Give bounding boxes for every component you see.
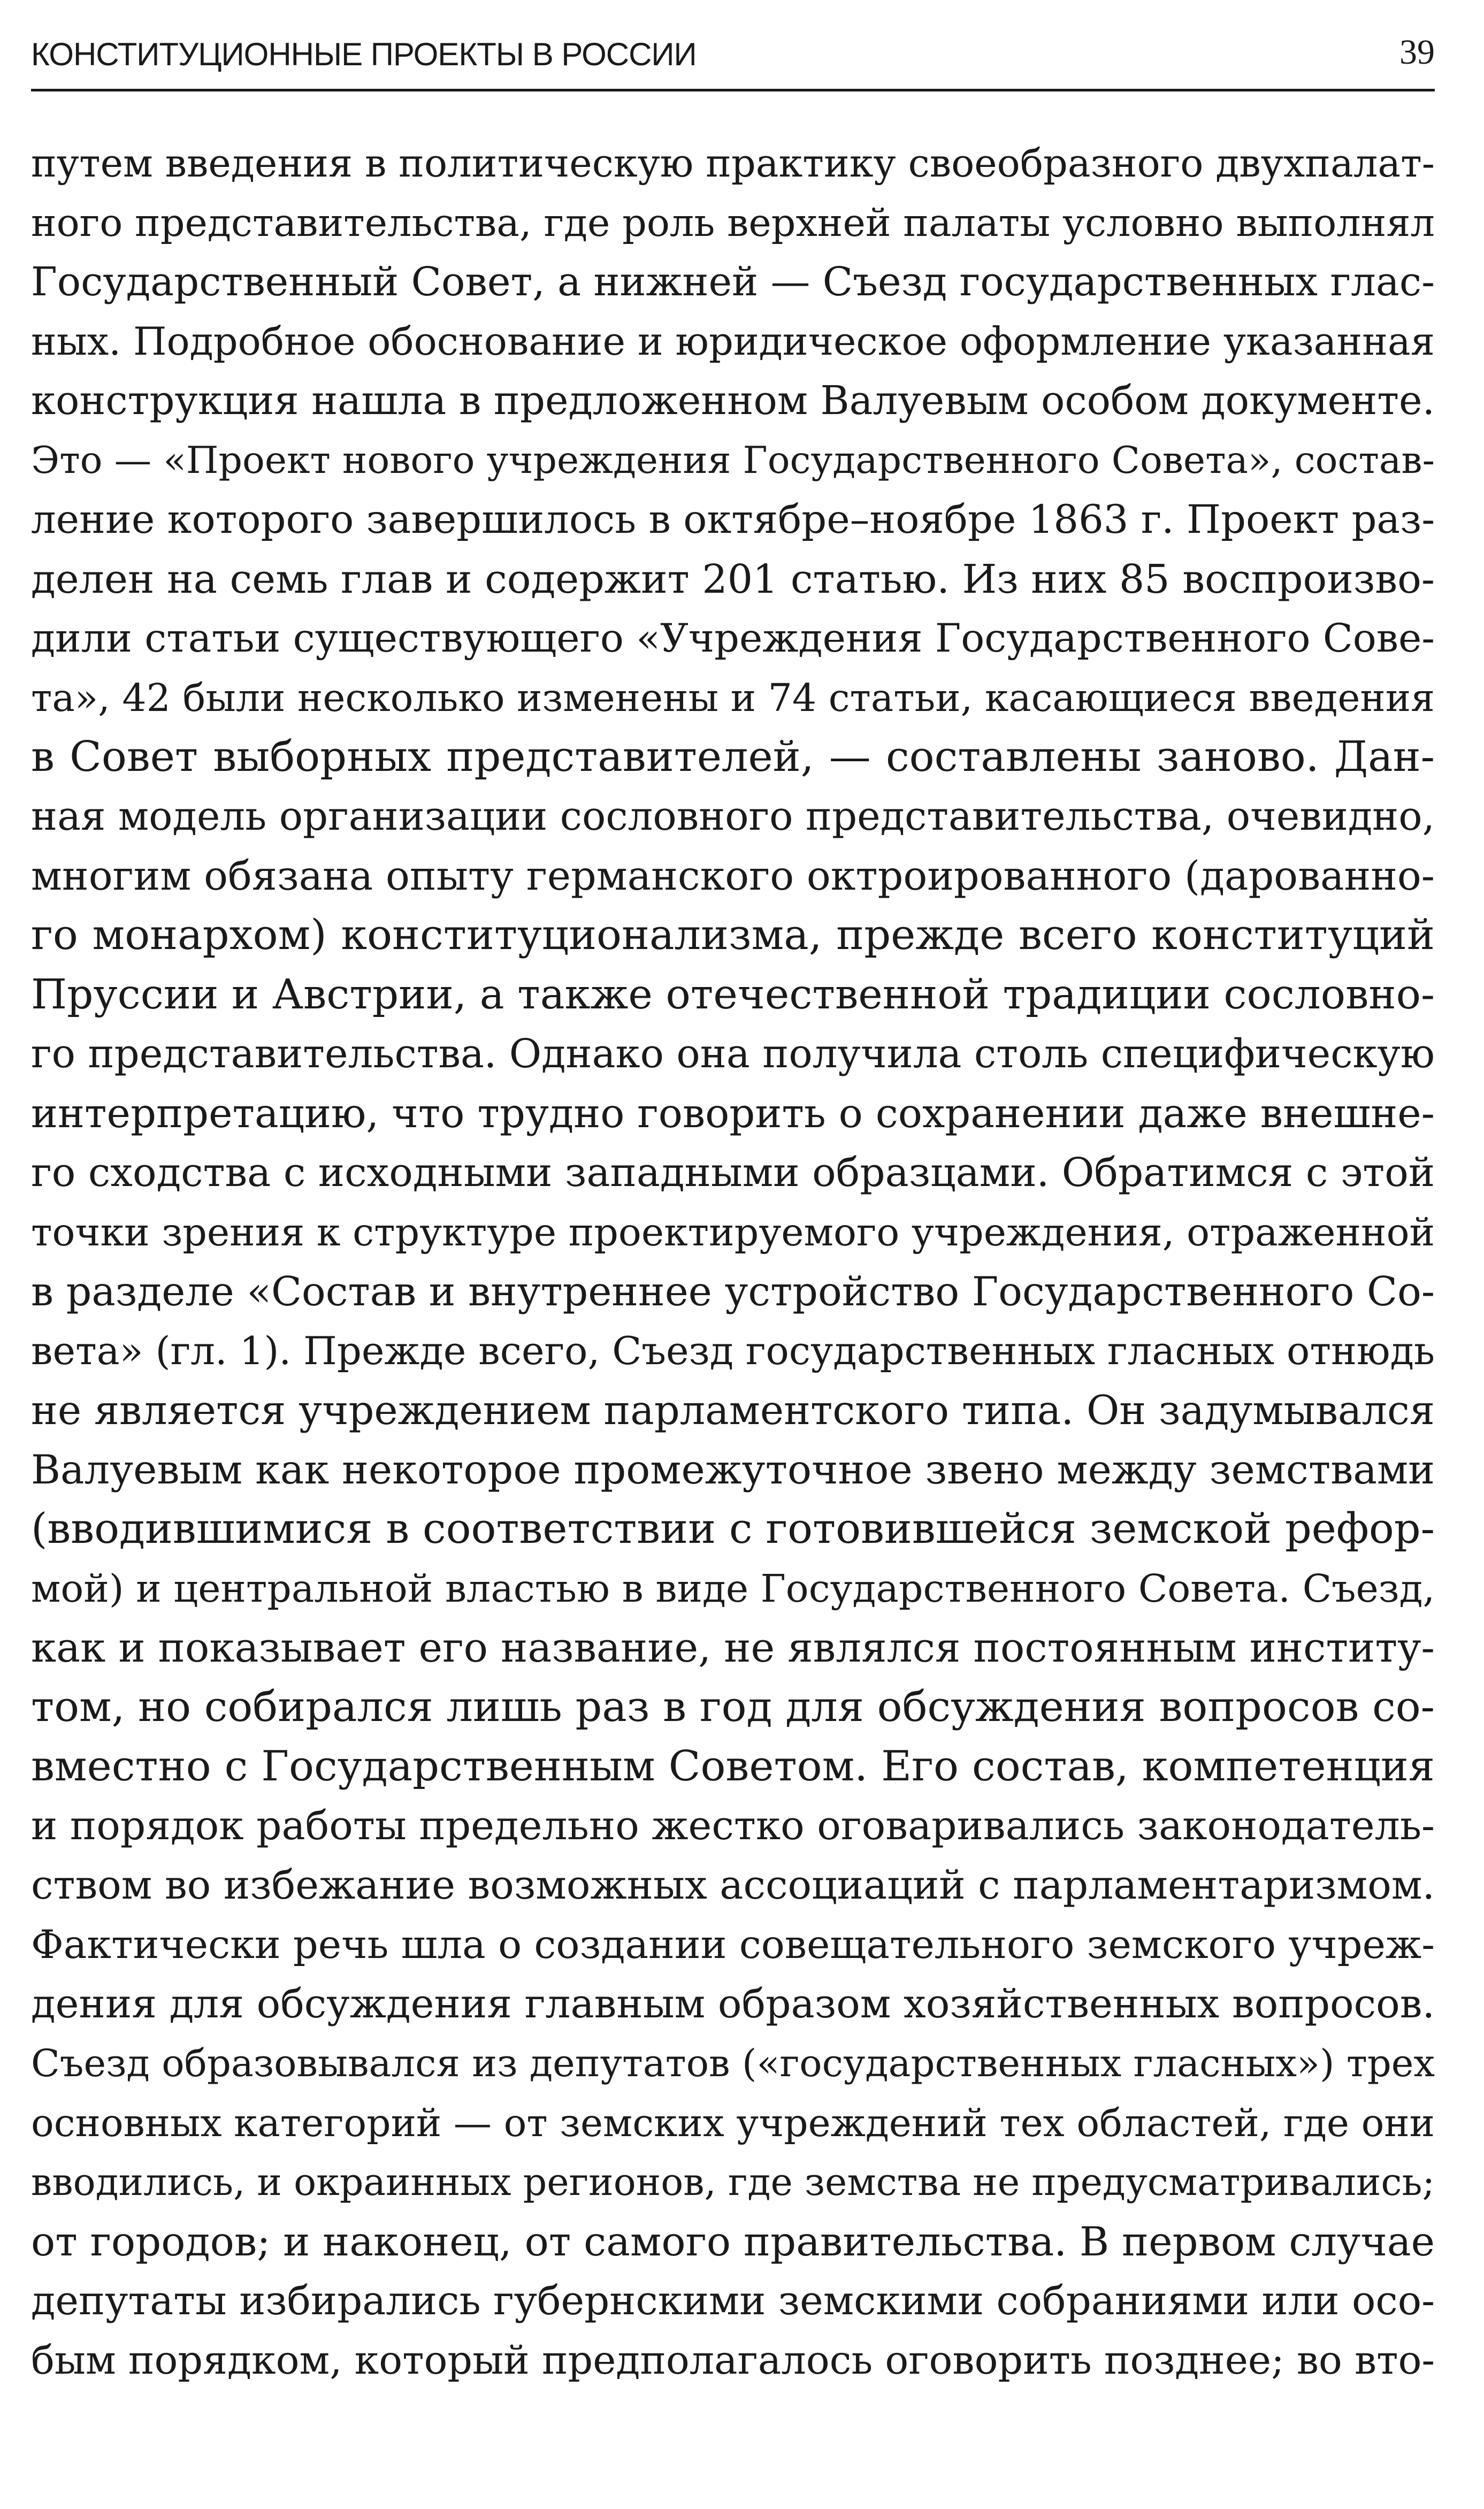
text-line: том, но собирался лишь раз в год для обсуждения вопросов со-	[31, 1683, 1435, 1731]
text-line: в разделе «Состав и внутреннее устройство Государственного Со-	[31, 1268, 1435, 1315]
running-header	[31, 30, 1435, 91]
text-line: Валуевым как некоторое промежуточное звено между земствами	[31, 1447, 1435, 1493]
text-line: делен на семь глав и содержит 201 статью. Из них 85 воспроизво-	[31, 556, 1435, 602]
text-line: точки зрения к структуре проектируемого учреждения, отраженной	[31, 1210, 1435, 1254]
text-line: мой) и центральной властью в виде Государственного Совета. Съезд,	[31, 1566, 1435, 1611]
text-line: не является учреждением парламентского типа. Он задумывался	[31, 1387, 1435, 1434]
text-line: дили статьи существующего «Учреждения Государственного Сове-	[31, 616, 1435, 661]
text-line: Это — «Проект нового учреждения Государственного Совета», состав-	[31, 439, 1435, 482]
text-line: вместно с Государственным Советом. Его состав, компетенция	[31, 1742, 1435, 1791]
text-line: ством во избежание возможных ассоциаций с парламентаризмом.	[31, 1862, 1435, 1908]
text-line: конструкция нашла в предложенном Валуевым особом документе.	[31, 378, 1435, 424]
text-line: депутаты избирались губернскими земскими собраниями или осо-	[31, 2278, 1435, 2324]
text-line: основных категорий — от земских учреждений тех областей, где они	[31, 2101, 1435, 2145]
text-line: как и показывает его название, не являлся постоянным институ-	[31, 1624, 1435, 1671]
text-line: Фактически речь шла о создании совещательного земского учреж-	[31, 1922, 1435, 1968]
text-line: путем введения в политическую практику своеобразного двухпалат-	[31, 141, 1435, 186]
text-line: в Совет выборных представителей, — составлены заново. Дан-	[31, 733, 1435, 781]
text-line: (вводившимися в соответствии с готовившейся земской рефор-	[31, 1505, 1435, 1553]
text-line: от городов; и наконец, от самого правительства. В первом случае	[31, 2218, 1435, 2265]
text-line: та», 42 были несколько изменены и 74 статьи, касающиеся введения	[31, 676, 1435, 720]
text-line: вета» (гл. 1). Прежде всего, Съезд государственных гласных отнюдь	[31, 1328, 1435, 1373]
text-line: ление которого завершилось в октябре–ноябре 1863 г. Проект раз-	[31, 497, 1435, 542]
text-line: го сходства с исходными западными образцами. Обратимся с этой	[31, 1150, 1435, 1196]
text-line: дения для обсуждения главным образом хозяйственных вопросов.	[31, 1981, 1435, 2027]
text-line: го монархом) конституционализма, прежде всего конституций	[31, 911, 1435, 959]
running-title: КОНСТИТУЦИОННЫЕ ПРОЕКТЫ В РОССИИ	[31, 36, 697, 72]
text-line: многим обязана опыту германского октроированного (дарованно-	[31, 853, 1435, 899]
text-line: и порядок работы предельно жестко оговаривались законодатель-	[31, 1803, 1435, 1849]
body-text	[31, 134, 1435, 2390]
text-line: вводились, и окраинных регионов, где земства не предусматривались;	[31, 2161, 1435, 2204]
text-line: ных. Подробное обоснование и юридическое оформление указанная	[31, 319, 1435, 364]
text-line: интерпретацию, что трудно говорить о сохранении даже внешне-	[31, 1090, 1435, 1137]
page-number: 39	[1399, 33, 1435, 72]
text-line: бым порядком, который предполагалось оговорить позднее; во вто-	[31, 2338, 1435, 2383]
text-line: ного представительства, где роль верхней палаты условно выполнял	[31, 201, 1435, 245]
text-line: ная модель организации сословного представительства, очевидно,	[31, 794, 1435, 839]
text-line: Съезд образовывался из депутатов («государственных гласных») трех	[31, 2041, 1435, 2085]
text-line: Государственный Совет, а нижней — Съезд государственных глас-	[31, 259, 1435, 305]
text-line: Пруссии и Австрии, а также отечественной традиции сословно-	[31, 971, 1435, 1019]
text-line: го представительства. Однако она получила столь специфическую	[31, 1031, 1435, 1077]
